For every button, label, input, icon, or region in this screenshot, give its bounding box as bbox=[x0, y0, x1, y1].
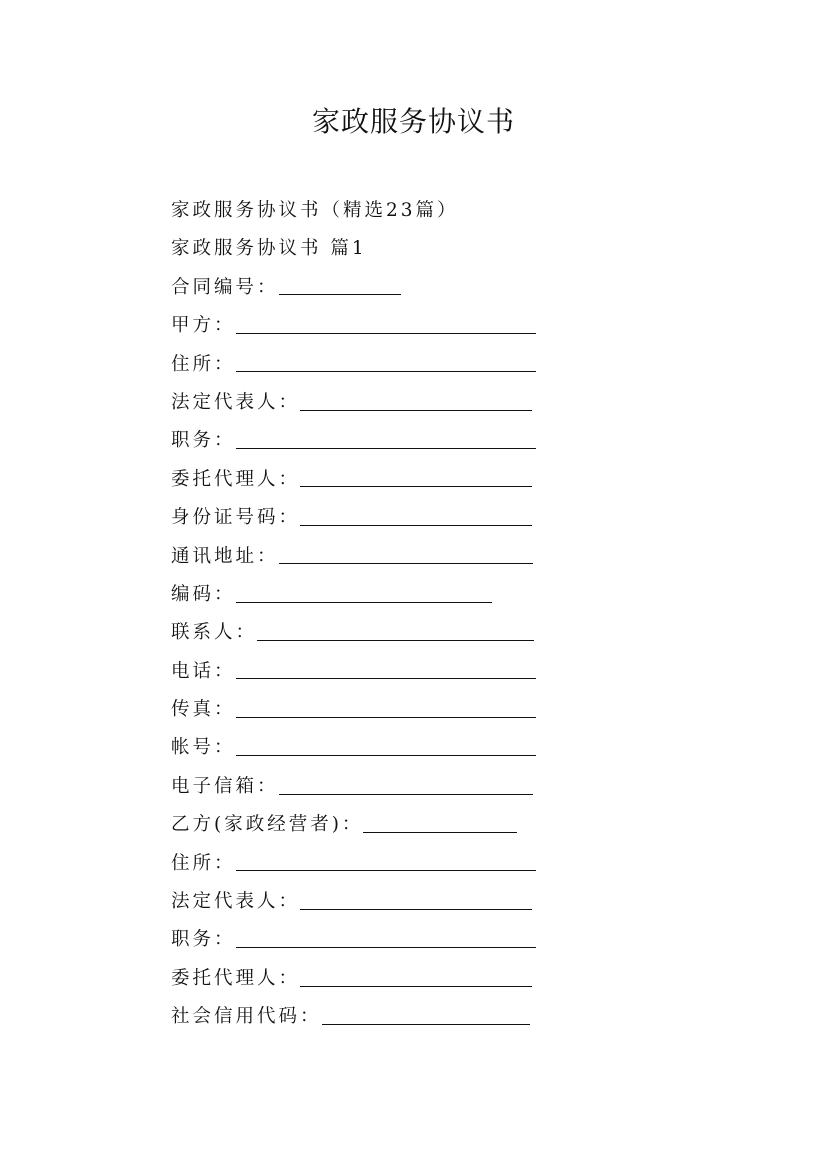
fill-in-blank bbox=[300, 507, 532, 526]
field-label: 乙方(家政经营者)： bbox=[171, 814, 364, 836]
document-title: 家政服务协议书 bbox=[311, 105, 515, 138]
field-a-mail-address bbox=[171, 538, 591, 576]
field-b-agent bbox=[171, 960, 591, 998]
fill-in-blank bbox=[300, 968, 532, 987]
field-a-postcode bbox=[171, 576, 591, 614]
field-label: 住所： bbox=[171, 353, 236, 375]
field-label: 甲方： bbox=[171, 315, 236, 337]
field-party-b bbox=[171, 806, 591, 844]
field-a-contact bbox=[171, 614, 591, 652]
fill-in-blank bbox=[236, 584, 492, 603]
doc-line-heading bbox=[171, 192, 591, 230]
field-a-id-number bbox=[171, 499, 591, 537]
field-a-position bbox=[171, 422, 591, 460]
field-label: 职务： bbox=[171, 929, 236, 951]
fill-in-blank bbox=[300, 891, 532, 910]
document-body bbox=[171, 192, 591, 1037]
field-party-a bbox=[171, 307, 591, 345]
field-a-phone bbox=[171, 653, 591, 691]
field-label: 通讯地址： bbox=[171, 545, 279, 567]
field-a-email bbox=[171, 768, 591, 806]
fill-in-blank bbox=[300, 468, 532, 487]
fill-in-blank bbox=[236, 660, 536, 679]
fill-in-blank bbox=[236, 852, 536, 871]
field-b-legal-rep bbox=[171, 883, 591, 921]
fill-in-blank bbox=[322, 1006, 530, 1025]
fill-in-blank bbox=[363, 814, 517, 833]
field-contract-number bbox=[171, 269, 591, 307]
field-label: 传真： bbox=[171, 699, 236, 721]
fill-in-blank bbox=[236, 430, 536, 449]
fill-in-blank bbox=[236, 315, 536, 334]
field-a-agent bbox=[171, 461, 591, 499]
fill-in-blank bbox=[279, 776, 533, 795]
fill-in-blank bbox=[236, 929, 536, 948]
line-text: 家政服务协议书（精选23篇） bbox=[171, 200, 459, 221]
field-b-address bbox=[171, 845, 591, 883]
doc-line-section bbox=[171, 230, 591, 268]
fill-in-blank bbox=[279, 276, 401, 295]
field-label: 编码： bbox=[171, 583, 236, 605]
field-label: 职务： bbox=[171, 430, 236, 452]
field-a-account bbox=[171, 729, 591, 767]
field-label: 身份证号码： bbox=[171, 507, 301, 529]
field-label: 联系人： bbox=[171, 622, 258, 644]
line-text: 家政服务协议书 篇1 bbox=[171, 238, 367, 260]
field-b-credit-code bbox=[171, 998, 591, 1036]
fill-in-blank bbox=[257, 622, 534, 641]
field-label: 法定代表人： bbox=[171, 891, 301, 913]
field-a-legal-rep bbox=[171, 384, 591, 422]
field-label: 帐号： bbox=[171, 737, 236, 759]
field-label: 电话： bbox=[171, 660, 236, 682]
field-a-address bbox=[171, 346, 591, 384]
fill-in-blank bbox=[279, 545, 533, 564]
fill-in-blank bbox=[236, 353, 536, 372]
field-label: 委托代理人： bbox=[171, 468, 301, 490]
field-label: 法定代表人： bbox=[171, 391, 301, 413]
field-label: 电子信箱： bbox=[171, 775, 279, 797]
field-b-position bbox=[171, 921, 591, 959]
fill-in-blank bbox=[236, 737, 536, 756]
field-label: 合同编号： bbox=[171, 276, 279, 298]
fill-in-blank bbox=[236, 699, 536, 718]
field-label: 委托代理人： bbox=[171, 967, 301, 989]
field-label: 住所： bbox=[171, 852, 236, 874]
field-label: 社会信用代码： bbox=[171, 1006, 322, 1028]
field-a-fax bbox=[171, 691, 591, 729]
fill-in-blank bbox=[300, 392, 532, 411]
